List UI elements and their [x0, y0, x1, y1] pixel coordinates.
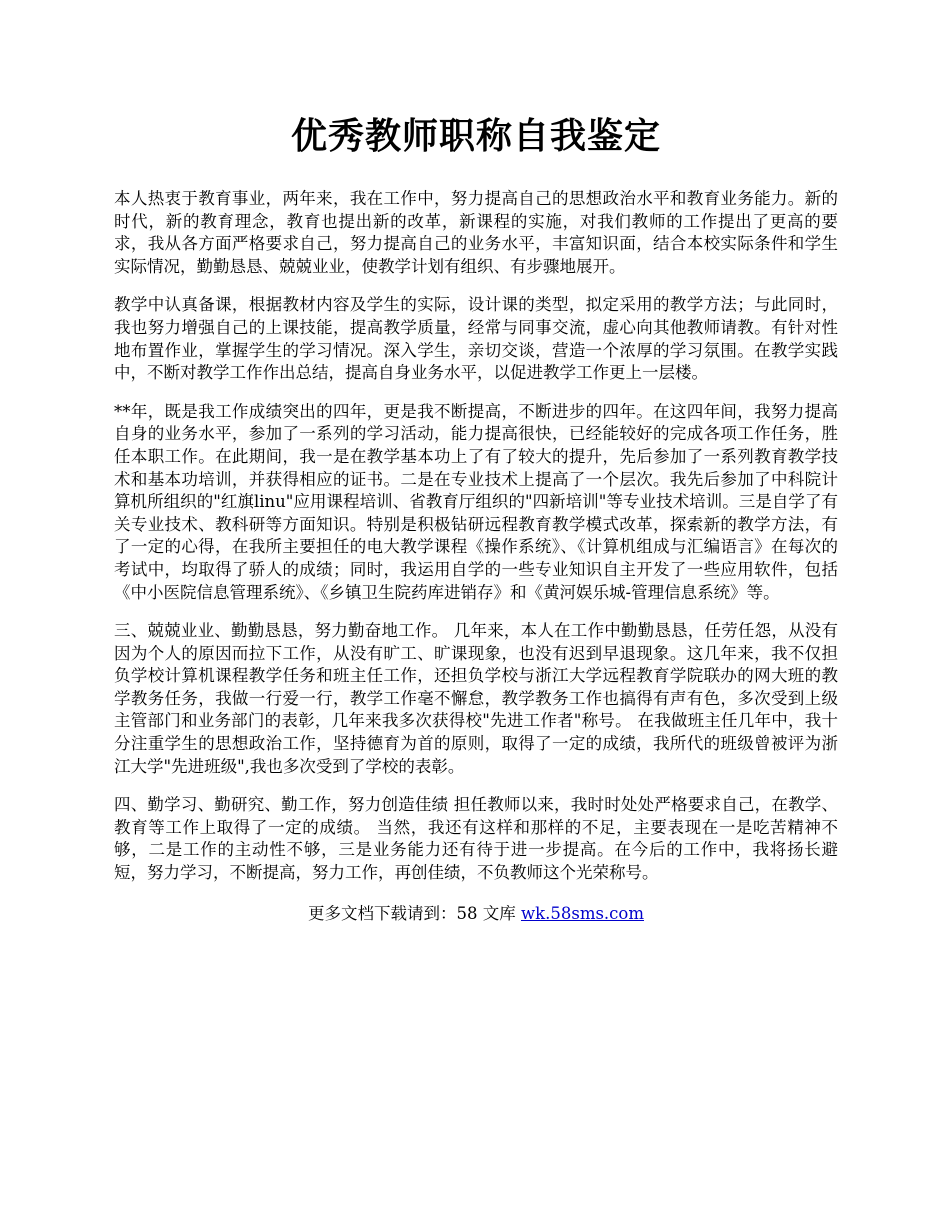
footer-prefix: 更多文档下载请到：58 文库: [307, 903, 521, 923]
paragraph-teaching: 教学中认真备课，根据教材内容及学生的实际，设计课的类型，拟定采用的教学方法；与此同时，我也努力增强自己的上课技能，提高教学质量，经常与同事交流，虚心向其他教师请教。有针对性地布置作业，掌握学生的学习情况。深入学生，亲切交谈，营造一个浓厚的学习氛围。在教学实践中，不断对教学工作作出总结，提高自身业务水平，以促进教学工作更上一层楼。: [114, 295, 838, 383]
paragraph-intro: 本人热衷于教育事业，两年来，我在工作中，努力提高自己的思想政治水平和教育业务能力。新的时代，新的教育理念，教育也提出新的改革，新课程的实施，对我们教师的工作提出了更高的要求，我从各方面严格要求自己，努力提高自己的业务水平，丰富知识面，结合本校实际条件和学生实际情况，勤勤恳恳、兢兢业业，使教学计划有组织、有步骤地展开。: [114, 189, 838, 276]
document-title: 优秀教师职称自我鉴定: [290, 115, 661, 157]
paragraph-conclusion: 四、勤学习、勤研究、勤工作，努力创造佳绩 担任教师以来，我时时处处严格要求自己，在教学、教育等工作上取得了一定的成绩。 当然，我还有这样和那样的不足，主要表现在一是吃苦精神不够，二是工作的主动性不够，三是业务能力还有待于进一步提高。在今后的工作中，我将扬长避短，努力学习，不断提高，努力工作，再创佳绩，不负教师这个光荣称号。: [114, 795, 838, 883]
download-footer: [114, 903, 838, 925]
footer-link[interactable]: wk.58sms.com: [520, 903, 644, 923]
paragraph-diligence: 三、兢兢业业、勤勤恳恳，努力勤奋地工作。 几年来，本人在工作中勤勤恳恳，任劳任怨，从没有因为个人的原因而拉下工作，从没有旷工、旷课现象，也没有迟到早退现象。这几年来，我不仅担负学校计算机课程教学任务和班主任工作，还担负学校与浙江大学远程教育学院联办的网大班的教学教务任务，我做一行爱一行，教学工作毫不懈怠，教学教务工作也搞得有声有色，多次受到上级主管部门和业务部门的表彰，几年来我多次获得校"先进工作者"称号。 在我做班主任几年中，我十分注重学生的思想政治工作，坚持德育为首的原则，取得了一定的成绩，我所代的班级曾被评为浙江大学"先进班级",我也多次受到了学校的表彰。: [114, 621, 838, 776]
paragraph-four-years: **年，既是我工作成绩突出的四年，更是我不断提高，不断进步的四年。在这四年间，我努力提高自身的业务水平，参加了一系列的学习活动，能力提高很快，已经能较好的完成各项工作任务，胜任本职工作。在此期间，我一是在教学基本功上了有了较大的提升，先后参加了一系列教育教学技术和基本功培训，并获得相应的证书。二是在专业技术上提高了一个层次。我先后参加了中科院计算机所组织的"红旗linu"应用课程培训、省教育厅组织的"四新培训"等专业技术培训。三是自学了有关专业技术、教科研等方面知识。特别是积极钻研远程教育教学模式改革，探索新的教学方法，有了一定的心得，在我所主要担任的电大教学课程《操作系统》、《计算机组成与汇编语言》在每次的考试中，均取得了骄人的成绩；同时，我运用自学的一些专业知识自主开发了一些应用软件，包括《中小医院信息管理系统》、《乡镇卫生院药库进销存》和《黄河娱乐城-管理信息系统》等。: [114, 401, 838, 602]
